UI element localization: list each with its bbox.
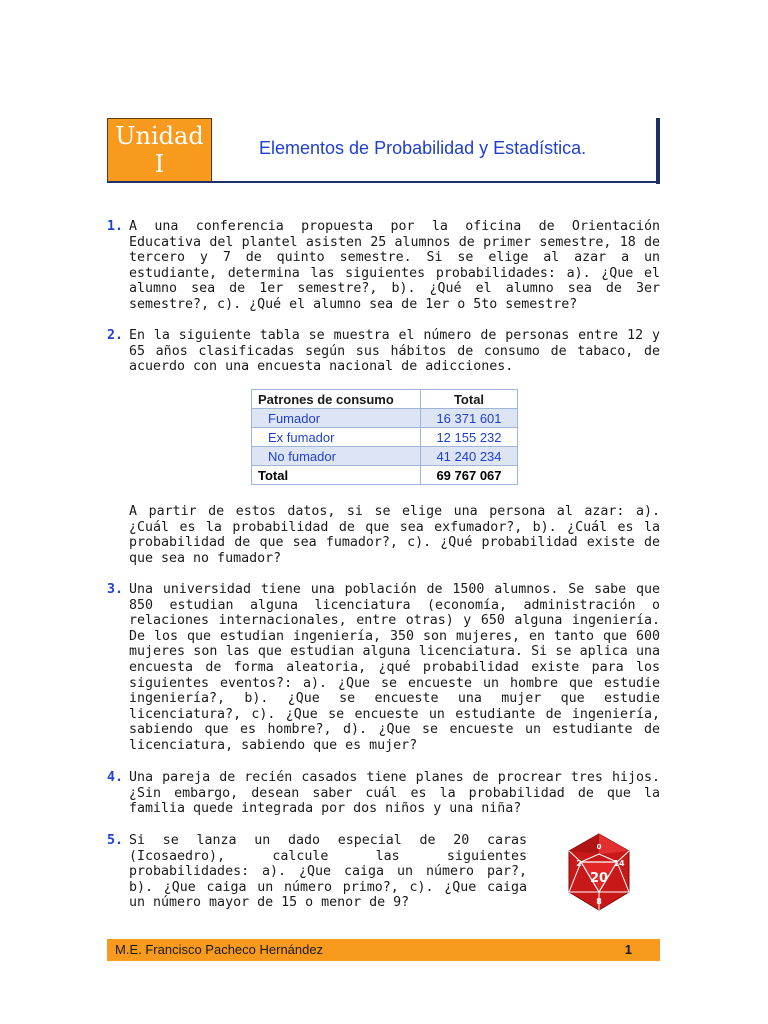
row-label: Fumador: [252, 409, 421, 428]
problem-1: [107, 219, 660, 313]
dice-face-left: 2: [576, 859, 582, 868]
footer-author: M.E. Francisco Pacheco Hernández: [115, 942, 324, 957]
total-value: 69 767 067: [421, 466, 518, 485]
table-row: [252, 409, 518, 428]
problem-text: Si se lanza un dado especial de 20 caras (Icosaedro), calcule las siguientes probabilidades: a). ¿Que caiga un número par?, b). ¿Que caiga un número primo?, c). ¿Que caiga un número mayor de 15 o menor de 9?: [129, 833, 527, 911]
row-label: No fumador: [252, 447, 421, 466]
row-label: Ex fumador: [252, 428, 421, 447]
consumption-table: [251, 389, 518, 485]
row-value: 12 155 232: [421, 428, 518, 447]
problem-text: A una conferencia propuesta por la oficina de Orientación Educativa del plantel asisten 25 alumnos de primer semestre, 18 de tercero y 7 de quinto semestre. Si se elige al azar a un estudiante, determina las siguientes probabilidades: a). ¿Que el alumno sea de 1er semestre?, b). ¿Qué el alumno sea de 3er semestre?, c). ¿Qué el alumno sea de 1er o 5to semestre?: [129, 219, 660, 312]
problem-text: Una universidad tiene una población de 1500 alumnos. Se sabe que 850 estudian alguna licenciatura (economía, administración o relaciones internacionales, entre otras) y 650 alguna ingeniería. De los que estudian ingeniería, 350 son mujeres, en tanto que 600 mujeres son las que estudian alguna licenciatura. Si se aplica una encuesta de forma aleatoria, ¿qué probabilidad existe para los siguientes eventos?: a). ¿Que se encueste un hombre que estudie ingeniería?, b). ¿Que se encueste una mujer que estudie licenciatura?, c). ¿Que se encueste un estudiante de ingeniería, sabiendo que es hombre?, d). ¿Que se encueste un estudiante de licenciatura, sabiendo que es mujer?: [129, 582, 660, 753]
problem-text: A partir de estos datos, si se elige una persona al azar: a). ¿Cuál es la probabilidad de que sea exfumador?, b). ¿Cuál es la probabilidad de que sea fumador?, c). ¿Qué probabilidad existe de que sea no fumador?: [129, 504, 660, 566]
total-label: Total: [252, 466, 421, 485]
problem-4: [107, 770, 660, 817]
table-row: [252, 428, 518, 447]
dice-face-right: 14: [613, 859, 625, 868]
problem-number: 5.: [107, 833, 124, 848]
unit-number: I: [154, 150, 165, 178]
dice-face-bottom: 8: [596, 897, 602, 906]
problem-number: 1.: [107, 219, 124, 234]
page-footer: [107, 939, 660, 961]
header-side-rule: [656, 118, 660, 184]
problem-3: [107, 582, 660, 754]
icosahedron-dice-icon: [565, 832, 633, 912]
problem-2: [107, 328, 660, 375]
row-value: 41 240 234: [421, 447, 518, 466]
header-divider: [107, 181, 660, 183]
problem-text: Una pareja de recién casados tiene planes de procrear tres hijos. ¿Sin embargo, desean saber cuál es la probabilidad de que la familia quede integrada por dos niños y una niña?: [129, 770, 660, 817]
page-number: 1: [624, 942, 632, 957]
page-title: Elementos de Probabilidad y Estadística.: [259, 138, 587, 158]
table-row: [252, 447, 518, 466]
unit-badge: [107, 118, 212, 182]
page-header: [107, 118, 660, 184]
table-header-total: Total: [421, 390, 518, 409]
problem-number: 3.: [107, 582, 124, 597]
problem-number: 4.: [107, 770, 124, 785]
problem-text: En la siguiente tabla se muestra el número de personas entre 12 y 65 años clasificadas según sus hábitos de consumo de tabaco, de acuerdo con una encuesta nacional de adicciones.: [129, 328, 660, 375]
table-total-row: [252, 466, 518, 485]
problem-number: 2.: [107, 328, 124, 343]
dice-face-top: 0: [596, 843, 602, 851]
unit-label: Unidad: [115, 122, 204, 150]
table-header-pattern: Patrones de consumo: [252, 390, 421, 409]
dice-face-center: 20: [589, 871, 609, 886]
problem-2-followup: [107, 504, 660, 566]
row-value: 16 371 601: [421, 409, 518, 428]
